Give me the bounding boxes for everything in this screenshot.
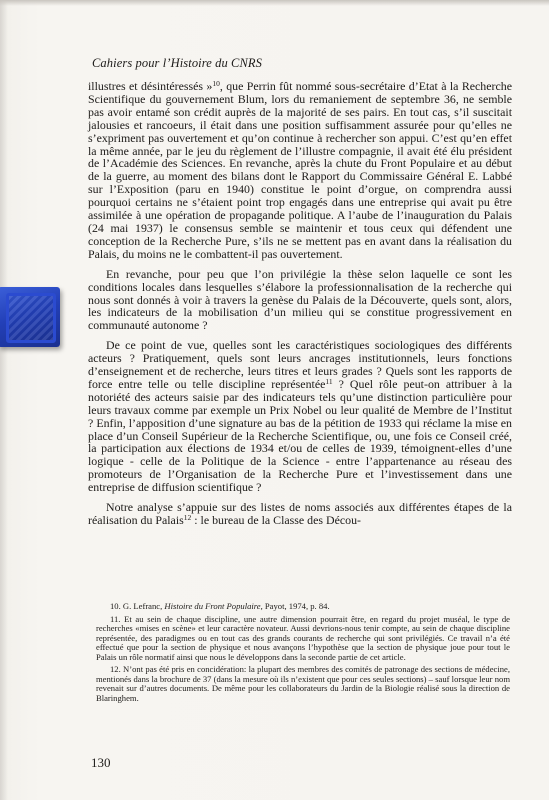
- running-header: Cahiers pour l’Histoire du CNRS: [92, 56, 263, 70]
- paragraph-3-rest: ? Quel rôle peut-on attribuer à la notoriété des acteurs saisie par des indicateurs tels qu’une distinction particulière pour leurs travaux comme par exemple un Prix Nobel ou leur qualité de Membre de l’Institut ? Enfin, l’apposition d’une signature au bas de la pétition de 1933 qui réclame la mise en place d’un Conseil Supérieur de la Recherche Scientifique, ou, une fois ce Conseil créé, la participation aux élections de 1934 et/ou de celles de 1939, témoignent-elles d’une logique - celle de la Politique de la Science - entre l’appartenance au réseau des promoteurs de l’Organisation de la Recherche Pure et l’investissement dans une entreprise de diffusion scientifique ?: [88, 376, 512, 495]
- footnote-10: [96, 602, 510, 612]
- footnote-10-prefix: 10. G. Lefranc,: [110, 601, 165, 611]
- footnotes: [96, 602, 510, 706]
- page-top-edge: [0, 0, 549, 6]
- paragraph-1: [88, 80, 512, 261]
- page-number: 130: [91, 755, 111, 770]
- footnote-ref-12: 12: [183, 513, 192, 522]
- paragraph-4-rest: : le bureau de la Classe des Décou-: [191, 513, 361, 527]
- footnote-10-suffix: , Payot, 1974, p. 84.: [260, 601, 330, 611]
- footnote-11: 11. Et au sein de chaque discipline, une autre dimension pourrait être, en regard du projet muséal, le type de recherches «mises en scène» et leur caractère novateur. Aussi devrions-nous tenir compte, au sein de chaque discipline représentée, des paradigmes ou en tout cas des grands courants de recherche qui sont privilégiés. Ce travail n’a été effectué que pour la section de physique et nous avançons l’hypothèse que la section de physique joue pour tout le Palais un rôle normatif ainsi que nous le développons dans la seconde partie de cet article.: [96, 613, 510, 662]
- footnote-ref-10: 10: [212, 79, 220, 88]
- paragraph-4-start: Notre analyse s’appuie sur des listes de noms associés aux différentes étapes de la réalisation du Palais: [88, 500, 512, 527]
- blue-paper-clip: [0, 287, 60, 347]
- paragraph-1-start: illustres et désintéressés »: [88, 79, 213, 93]
- paragraph-4: [88, 501, 512, 527]
- paragraph-3-start: De ce point de vue, quelles sont les caractéristiques sociologiques des différents acteurs ? Pratiquement, quels sont leurs ancrages institutionnels, leurs fonctions d’enseignement et de recherche, leurs titres et leurs grades ? Quels sont les rapports de force entre telle ou telle discipline représentée: [88, 338, 512, 391]
- paragraph-3: [88, 339, 512, 494]
- footnote-ref-11: 11: [325, 376, 333, 386]
- paragraph-1-rest: , que Perrin fût nommé sous-secrétaire d’Etat à la Recherche Scientifique du gouvernement Blum, lors du remaniement de septembre 36, ne semble pas avoir entamé son crédit auprès de la majorité de ses pairs. En tout cas, s’il suscitait jalousies et rancoeurs, il était dans une position suffisamment assurée pour qu’elles ne s’expriment pas ouvertement et qu’on continue à rechercher son appui. C’est qu’en effet la même année, par le jeu du règlement de l’illustre compagnie, il avait été élu président de l’Académie des Sciences. En revanche, après la chute du Front Populaire et au début de la guerre, au moment des bilans dont le Rapport du Commissaire Général E. Labbé sur l’Exposition (paru en 1940) constitue le point d’orgue, on comprendra aussi pourquoi certains ne s’étaient point trop engagés dans une entreprise qui avait pu être assimilée à une opération de propagande politique. A l’aube de l’inauguration du Palais (24 mai 1937) le consensus semble se maintenir et tous ceux qui défendent une conception de la Recherche Pure, s’ils ne se mettent pas en avant dans la réalisation du Palais, du moins ne le combattent-il pas ouvertement.: [88, 79, 512, 261]
- paragraph-2: En revanche, pour peu que l’on privilégie la thèse selon laquelle ce sont les conditions locales dans lesquelles s’élabore la professionnalisation de la recherche qui nous sont donnés à voir à travers la genèse du Palais de la Découverte, quels sont, alors, les indicateurs de la mobilisation d’un milieu qui se constitue progressivement en communauté autonome ?: [88, 266, 512, 333]
- main-text: [88, 80, 512, 534]
- footnote-10-title: Histoire du Front Populaire: [164, 601, 261, 611]
- footnote-12: 12. N’ont pas été pris en concidération: la plupart des membres des comités de patronage des sections de médecine, mentionés dans la brochure de 37 (dans la mesure où ils n’existent que pour ces seules sections) – sauf lorsque leur nom revenait sur d’autres documents. De même pour les collaborateurs du Jardin de la Biologie réalisé sous la direction de Blaringhem.: [96, 664, 510, 703]
